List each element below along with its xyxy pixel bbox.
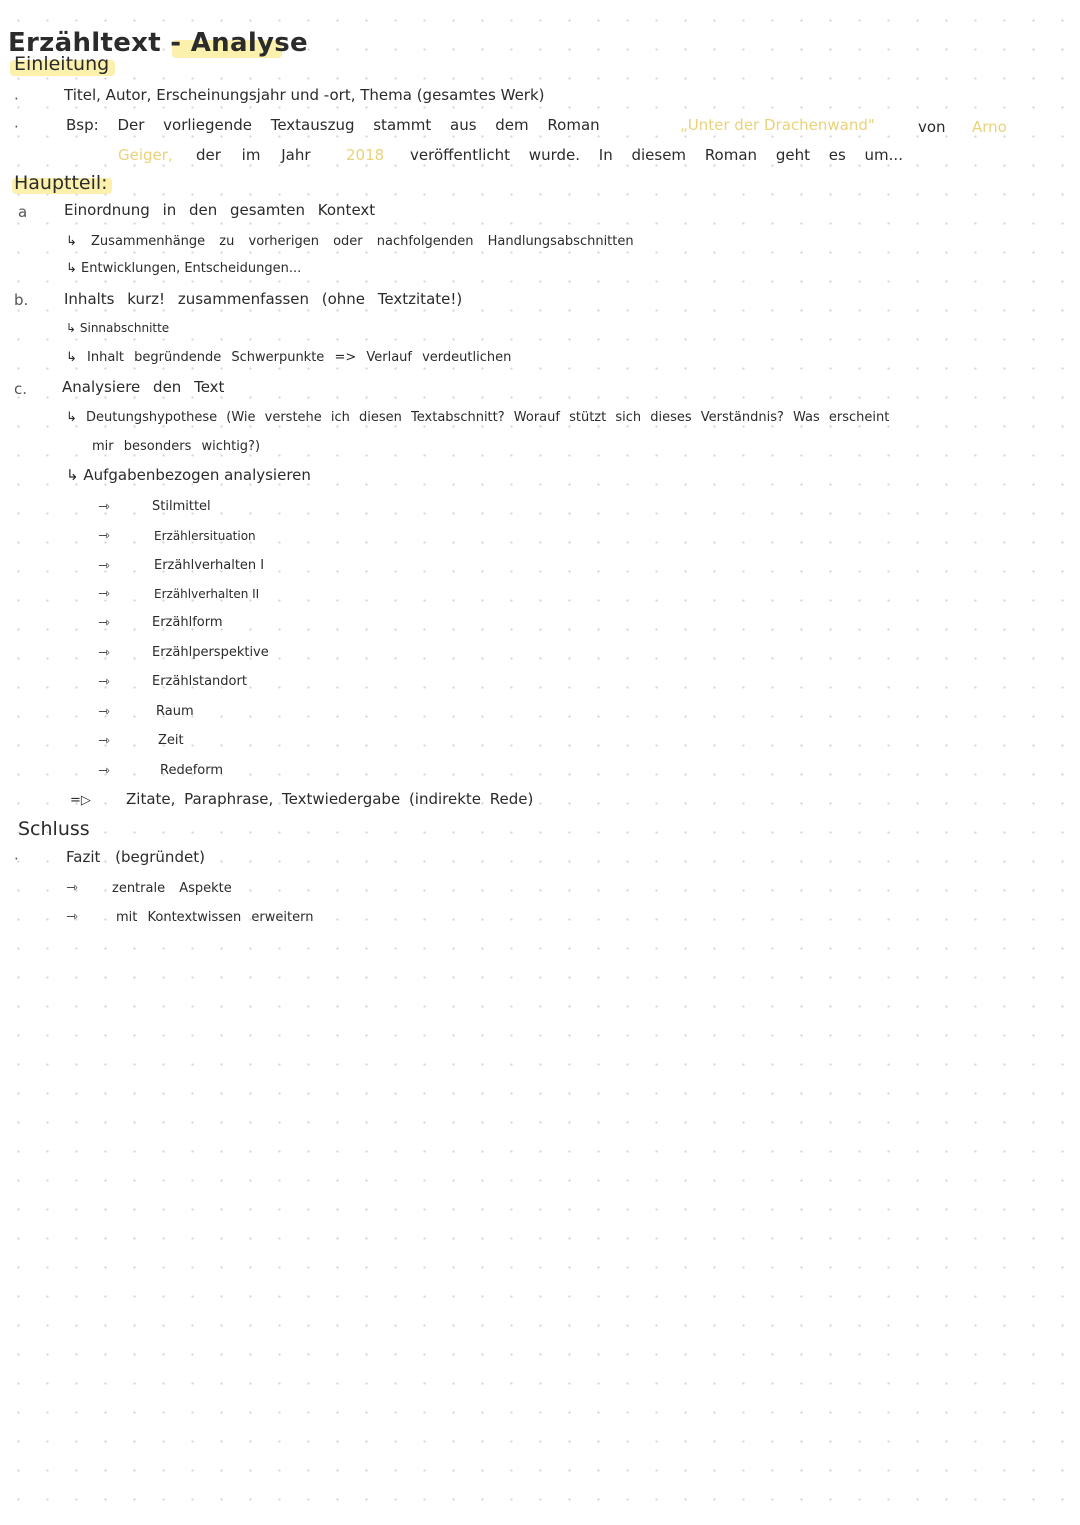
- example-book-title: „Unter der Drachenwand": [680, 116, 875, 134]
- arrow-icon: ⇾: [98, 733, 110, 749]
- example-von: von: [918, 118, 946, 136]
- item-c-title: Analysiere den Text: [62, 378, 225, 396]
- example-text-part1: Bsp: Der vorliegende Textauszug stammt aus dem Roman: [66, 116, 600, 134]
- example-text-part3: veröffentlicht wurde. In diesem Roman geht es um...: [410, 146, 903, 164]
- page-title: Erzähltext - Analyse: [8, 28, 308, 58]
- example-year: 2018: [346, 146, 385, 164]
- arrow-icon: ⇾: [98, 645, 110, 661]
- item-c-sub1: ↳ Deutungshypothese (Wie verstehe ich diesen Textabschnitt? Worauf stützt sich dieses Verständnis? Was erscheint: [66, 410, 890, 425]
- schluss-item: mit Kontextwissen erweitern: [116, 910, 314, 925]
- arrow-icon: ⇾: [98, 615, 110, 631]
- arrow-icon: ⇾: [98, 528, 110, 544]
- item-a-sub1: ↳ Zusammenhänge zu vorherigen oder nachfolgenden Handlungsabschnitten: [66, 234, 634, 249]
- section-heading-schluss: Schluss: [18, 818, 90, 840]
- fazit-text: Fazit (begründet): [66, 848, 205, 866]
- item-a-title: Einordnung in den gesamten Kontext: [64, 201, 376, 219]
- example-author-first: Arno: [972, 118, 1007, 136]
- arrow-icon: ⇾: [98, 499, 110, 515]
- analysis-item: Redeform: [160, 763, 224, 778]
- item-b-sub2: ↳ Inhalt begründende Schwerpunkte => Verlauf verdeutlichen: [66, 350, 512, 365]
- item-b-title: Inhalts kurz! zusammenfassen (ohne Textzitate!): [64, 290, 463, 308]
- item-b-sub1: ↳ Sinnabschnitte: [66, 321, 170, 335]
- analysis-item: Erzählverhalten I: [154, 558, 265, 573]
- analysis-item: Erzählstandort: [152, 674, 247, 689]
- bullet-dot: ·: [14, 850, 19, 868]
- analysis-item: Stilmittel: [152, 499, 211, 514]
- analysis-item: Erzählform: [152, 615, 223, 630]
- arrow-icon: ⇾: [98, 586, 110, 602]
- analysis-item: Erzählersituation: [154, 529, 256, 543]
- item-c-sub1-cont: mir besonders wichtig?): [92, 439, 261, 454]
- result-arrow-icon: =▷: [70, 793, 91, 808]
- einleitung-line: Titel, Autor, Erscheinungsjahr und -ort, Thema (gesamtes Werk): [64, 86, 545, 104]
- analysis-item: Raum: [156, 704, 194, 719]
- item-marker-a: a: [18, 203, 28, 221]
- arrow-icon: ⇾: [98, 674, 110, 690]
- section-heading-einleitung: Einleitung: [14, 53, 110, 75]
- bullet-dot: ·: [14, 90, 19, 108]
- item-c-sub2: ↳ Aufgabenbezogen analysieren: [66, 466, 311, 484]
- analysis-item: Zeit: [158, 733, 184, 748]
- example-author-last: Geiger,: [118, 146, 173, 164]
- arrow-icon: ⇾: [66, 880, 78, 896]
- section-heading-hauptteil: Hauptteil:: [14, 172, 108, 194]
- arrow-icon: ⇾: [98, 558, 110, 574]
- example-text-part2: der im Jahr: [196, 146, 311, 164]
- arrow-icon: ⇾: [66, 909, 78, 925]
- bullet-dot: ·: [14, 118, 19, 136]
- item-marker-c: c.: [14, 380, 28, 398]
- schluss-item: zentrale Aspekte: [112, 881, 232, 896]
- result-text: Zitate, Paraphrase, Textwiedergabe (indirekte Rede): [126, 790, 534, 808]
- arrow-icon: ⇾: [98, 763, 110, 779]
- item-marker-b: b.: [14, 291, 29, 309]
- analysis-item: Erzählverhalten II: [154, 587, 260, 601]
- item-a-sub2: ↳ Entwicklungen, Entscheidungen...: [66, 261, 302, 276]
- analysis-item: Erzählperspektive: [152, 645, 269, 660]
- arrow-icon: ⇾: [98, 704, 110, 720]
